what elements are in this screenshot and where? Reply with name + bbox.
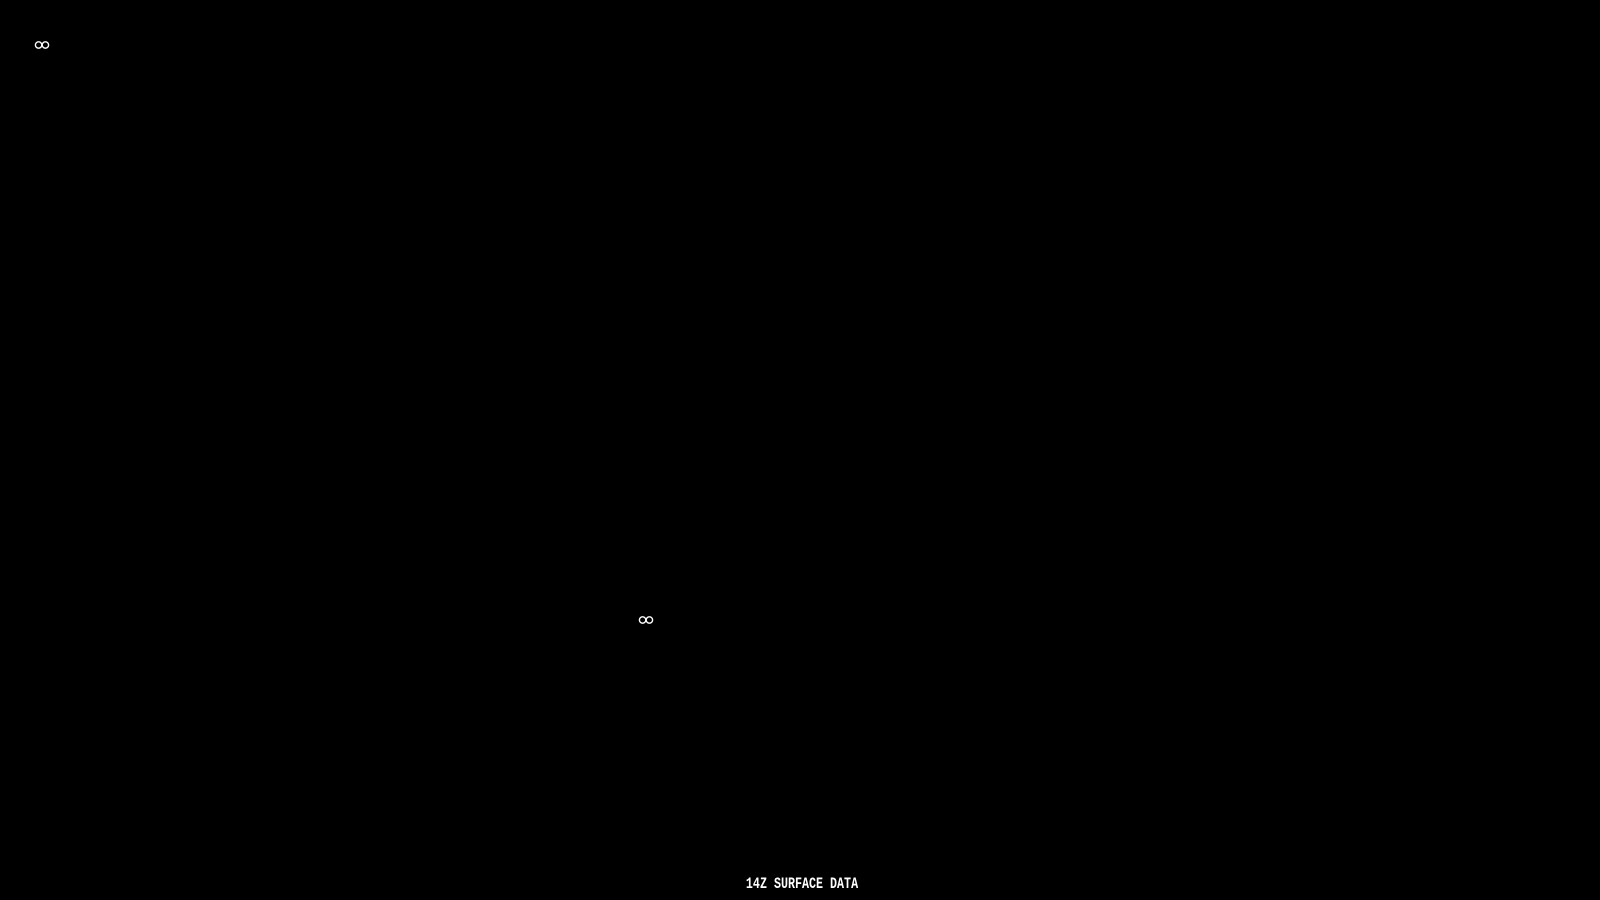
haze-icon xyxy=(34,40,50,49)
station-report-haze xyxy=(34,40,50,49)
station-report-haze xyxy=(638,615,654,624)
map-caption: 14Z SURFACE DATA xyxy=(745,875,859,893)
haze-icon xyxy=(638,615,654,624)
